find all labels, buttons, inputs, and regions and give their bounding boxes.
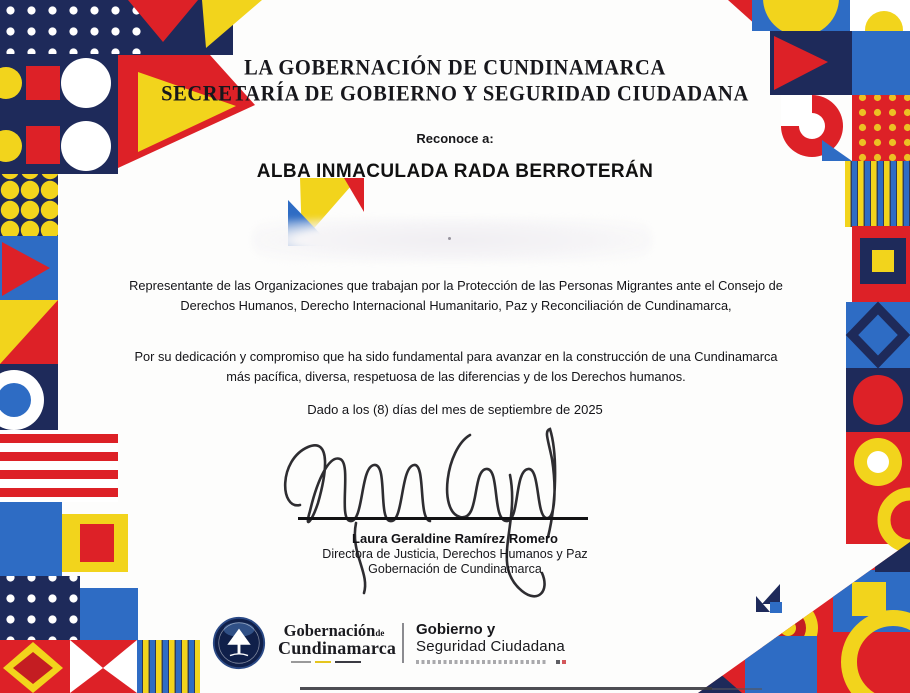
logo-underline-dashes [291, 661, 377, 664]
border-bottom-left [0, 576, 200, 693]
governorate-seal-icon [212, 616, 266, 670]
signatory-name: Laura Geraldine Ramírez Romero [352, 531, 558, 546]
role-paragraph: Representante de las Organizaciones que trabajan por la Protección de las Personas Migrantes ante el Consejo de Derechos Humanos, Derecho Internacional Humanitario, Paz y Reconciliación de Cundinamarca, [129, 278, 783, 314]
border-top-right [728, 0, 910, 227]
redacted-area [252, 218, 652, 262]
logo-gobierno-seguridad: Gobierno y Seguridad Ciudadana [416, 622, 565, 664]
date-line: Dado a los (8) días del mes de septiembre de 2025 [307, 402, 603, 417]
paper-edge-line [300, 687, 712, 690]
issuer-title-line1: LA GOBERNACIÓN DE CUNDINAMARCA [244, 56, 666, 80]
logo-divider [402, 623, 404, 663]
paper-edge-line-right [712, 688, 762, 690]
signature-rule [298, 517, 588, 520]
logo-de-word: de [375, 627, 385, 638]
merit-paragraph: Por su dedicación y compromiso que ha sido fundamental para avanzar en la construcción de una Cundinamarca más pacífica, diversa, respetuosa de las diferencias y de los Derechos humanos. [134, 349, 778, 385]
presented-label: Reconoce a: [416, 131, 494, 146]
logo-tagline-illegible [416, 660, 548, 665]
signatory-title: Directora de Justicia, Derechos Humanos y Paz [322, 547, 588, 561]
arrow-glyph [756, 584, 782, 613]
signatory-org: Gobernación de Cundinamarca [368, 562, 542, 576]
signature-scrawl [260, 415, 590, 625]
issuer-title-line2: SECRETARÍA DE GOBIERNO Y SEGURIDAD CIUDADANA [161, 82, 749, 106]
logo-gobernacion-cundinamarca: Gobernaciónde Cundinamarca [278, 623, 390, 664]
recipient-name: ALBA INMACULADA RADA BERROTERÁN [256, 161, 654, 182]
footer-logos [212, 616, 565, 670]
border-right [846, 226, 910, 546]
redacted-dot [448, 237, 451, 240]
